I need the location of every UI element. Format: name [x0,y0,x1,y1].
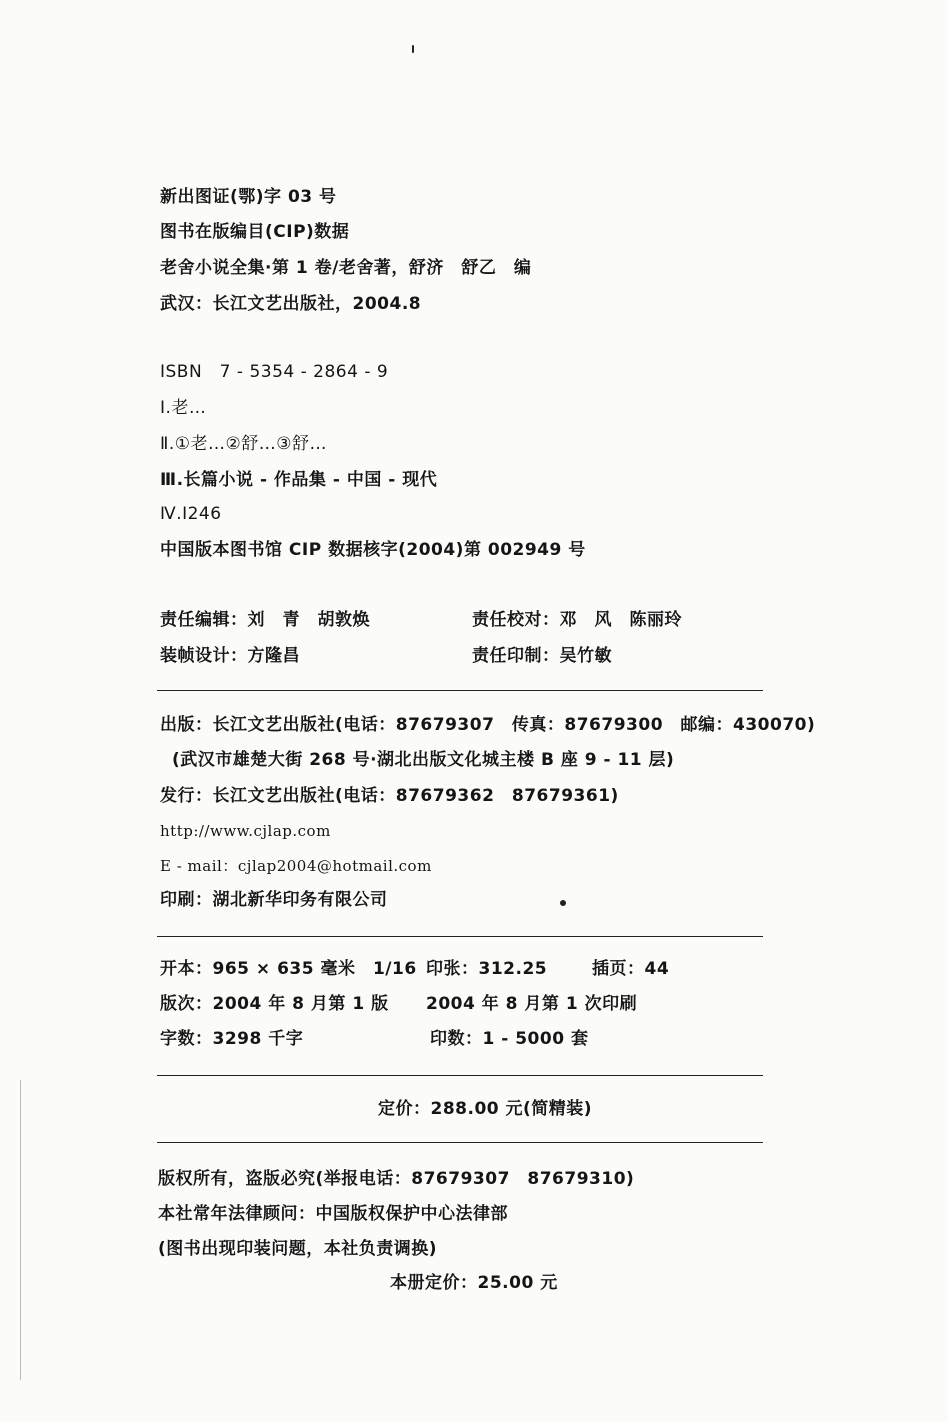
printed-sheets: 印张：312.25 [426,959,548,979]
volume-price: 本册定价：25.00 元 [390,1273,558,1293]
binding-design: 装帧设计：方隆昌 [160,646,300,666]
classification-2: Ⅱ.①老…②舒…③舒… [160,434,327,454]
scan-edge-line [20,1080,21,1380]
copyright-notice: 版权所有，盗版必究(举报电话：87679307 87679310) [158,1169,635,1189]
print-supervisor: 责任印制：吴竹敏 [472,646,612,666]
divider [157,936,763,937]
publisher-address: (武汉市雄楚大街 268 号·湖北出版文化城主楼 B 座 9 - 11 层) [172,750,675,770]
cip-title-line: 老舍小说全集·第 1 卷/老舍著，舒济 舒乙 编 [160,258,532,278]
divider [157,690,763,691]
edition: 版次：2004 年 8 月第 1 版 [160,994,389,1014]
word-count: 字数：3298 千字 [160,1029,304,1049]
cip-publisher-line: 武汉：长江文艺出版社，2004.8 [160,294,422,314]
publisher-info: 出版：长江文艺出版社(电话：87679307 传真：87679300 邮编：430070) [160,715,816,735]
scan-speck [560,900,566,906]
divider [157,1142,763,1143]
cip-record-number: 中国版本图书馆 CIP 数据核字(2004)第 002949 号 [160,540,586,560]
insert-pages: 插页：44 [592,959,670,979]
print-run: 印数：1 - 5000 套 [430,1029,589,1049]
proofreader: 责任校对：邓 风 陈丽玲 [472,610,682,630]
legal-counsel: 本社常年法律顾问：中国版权保护中心法律部 [158,1204,508,1224]
scan-speck [412,45,414,53]
isbn: ISBN 7 - 5354 - 2864 - 9 [160,362,389,382]
printing: 2004 年 8 月第 1 次印刷 [426,994,638,1014]
responsible-editor: 责任编辑：刘 青 胡敦焕 [160,610,370,630]
defect-notice: (图书出现印装问题，本社负责调换) [158,1239,438,1259]
set-price: 定价：288.00 元(简精装) [378,1099,593,1119]
publisher-website: http://www.cjlap.com [160,822,331,840]
publisher-email: E - mail：cjlap2004@hotmail.com [160,857,432,875]
divider [157,1075,763,1076]
classification-4: Ⅳ.I246 [160,504,222,524]
classification-3: Ⅲ.长篇小说 - 作品集 - 中国 - 现代 [160,470,438,490]
printer-info: 印刷：湖北新华印务有限公司 [160,890,388,910]
classification-1: Ⅰ.老… [160,398,207,418]
book-format: 开本：965 × 635 毫米 1/16 [160,959,417,979]
distributor-info: 发行：长江文艺出版社(电话：87679362 87679361) [160,786,619,806]
cip-heading: 图书在版编目(CIP)数据 [160,222,350,242]
publication-permit: 新出图证(鄂)字 03 号 [160,187,337,207]
